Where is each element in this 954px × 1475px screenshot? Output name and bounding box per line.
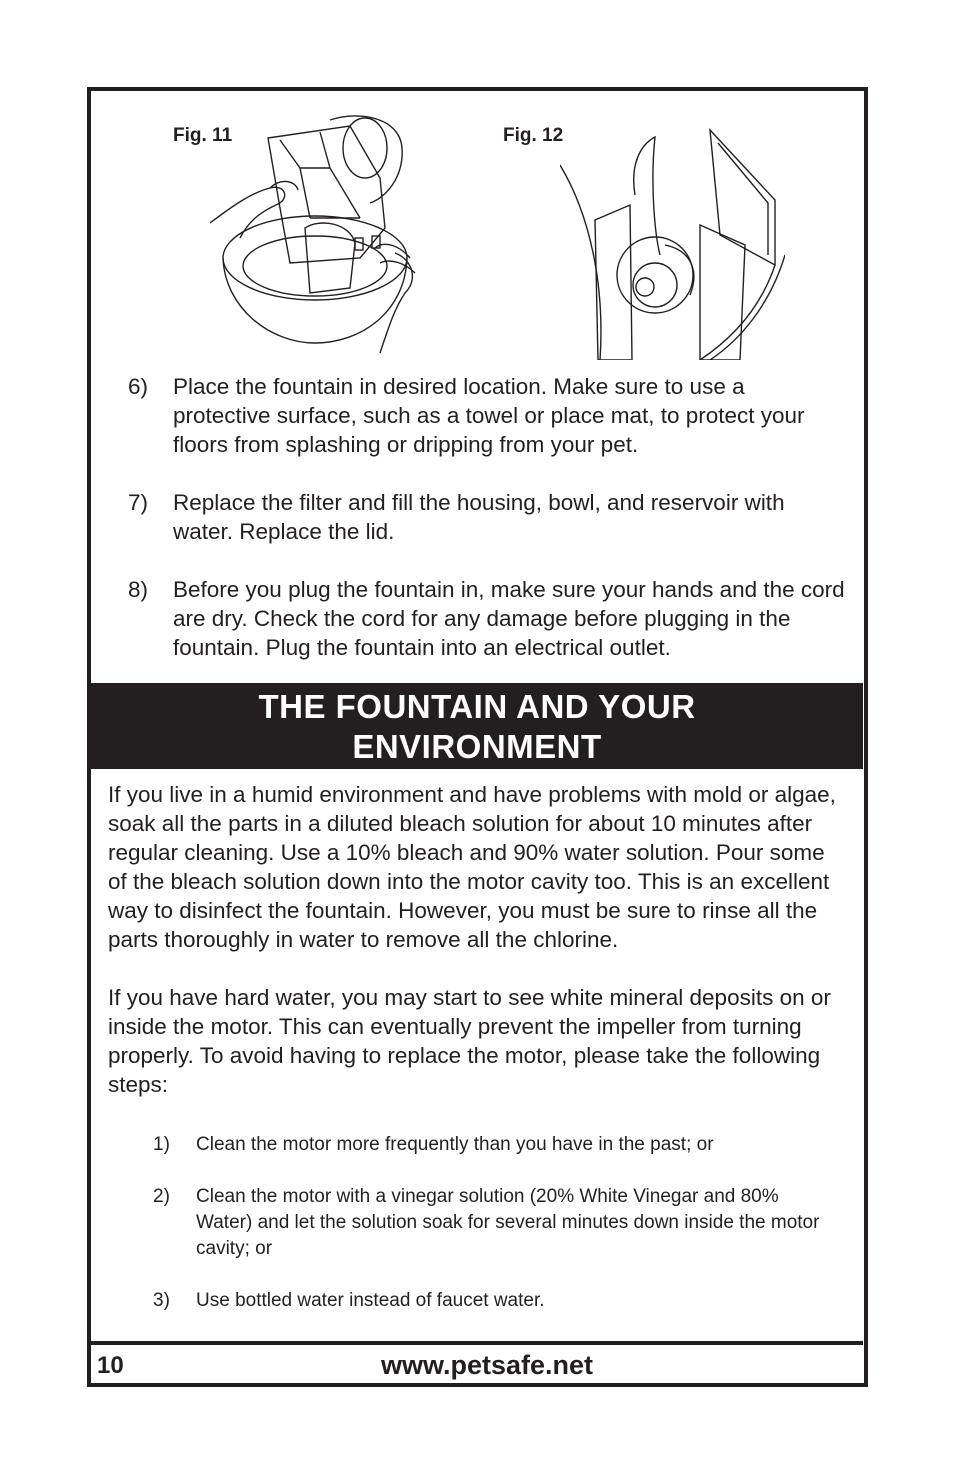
fig-12-illustration: [560, 125, 785, 360]
step-text: Clean the motor more frequently than you have in the past; or: [196, 1134, 714, 1155]
paragraph-humid: If you live in a humid environment and have problems with mold or algae, soak all the parts in a diluted bleach solution for about 10 minutes after regular cleaning. Use a 10% bleach and 90% water solution. Pour some of the bleach solution down into the motor cavity too. This is an excellent way to disinfect the fountain. However, you must be sure to rinse all the parts thoroughly in water to remove all the chlorine.: [108, 782, 836, 952]
section-heading: [91, 683, 863, 769]
step-text: Use bottled water instead of faucet water.: [196, 1290, 545, 1311]
fig-11-illustration: [210, 108, 430, 358]
step-number: 7): [128, 490, 149, 515]
assembly-steps: [128, 372, 848, 691]
page-number: 10: [97, 1352, 124, 1379]
step-number: 6): [128, 374, 149, 399]
step-8: [128, 575, 848, 662]
section-title-line-2: ENVIRONMENT: [352, 728, 602, 765]
step-text: Place the fountain in desired location. Make sure to use a protective surface, such as a towel or place mat, to protect your floors from splashing or dripping from your pet.: [173, 374, 805, 457]
step-number: 8): [128, 577, 149, 602]
section-body: [108, 780, 848, 1128]
step-7: [128, 488, 848, 546]
step-text: Replace the filter and fill the housing, bowl, and reservoir with water. Replace the lid.: [173, 490, 785, 544]
step-6: [128, 372, 848, 459]
fig-11-label: Fig. 11: [173, 125, 233, 146]
paragraph-hard-water: If you have hard water, you may start to see white mineral deposits on or inside the motor. This can eventually prevent the impeller from turning properly. To avoid having to replace the motor, please take the following steps:: [108, 985, 831, 1097]
step-number: 2): [153, 1186, 170, 1207]
step-text: Clean the motor with a vinegar solution (20% White Vinegar and 80% Water) and let the solution soak for several minutes down inside the motor cavity; or: [196, 1186, 820, 1259]
footer-divider: [91, 1341, 863, 1345]
fig-12-label: Fig. 12: [503, 125, 564, 146]
hard-water-steps: [153, 1132, 833, 1340]
step-number: 1): [153, 1134, 170, 1155]
footer-url[interactable]: www.petsafe.net: [380, 1350, 594, 1380]
step-text: Before you plug the fountain in, make sure your hands and the cord are dry. Check the cord for any damage before plugging in the fountain. Plug the fountain into an electrical outlet.: [173, 577, 845, 660]
step-number: 3): [153, 1290, 170, 1311]
sub-step-2: [153, 1184, 833, 1262]
sub-step-3: [153, 1288, 833, 1314]
section-title-line-1: THE FOUNTAIN AND YOUR: [258, 688, 696, 725]
sub-step-1: [153, 1132, 833, 1158]
